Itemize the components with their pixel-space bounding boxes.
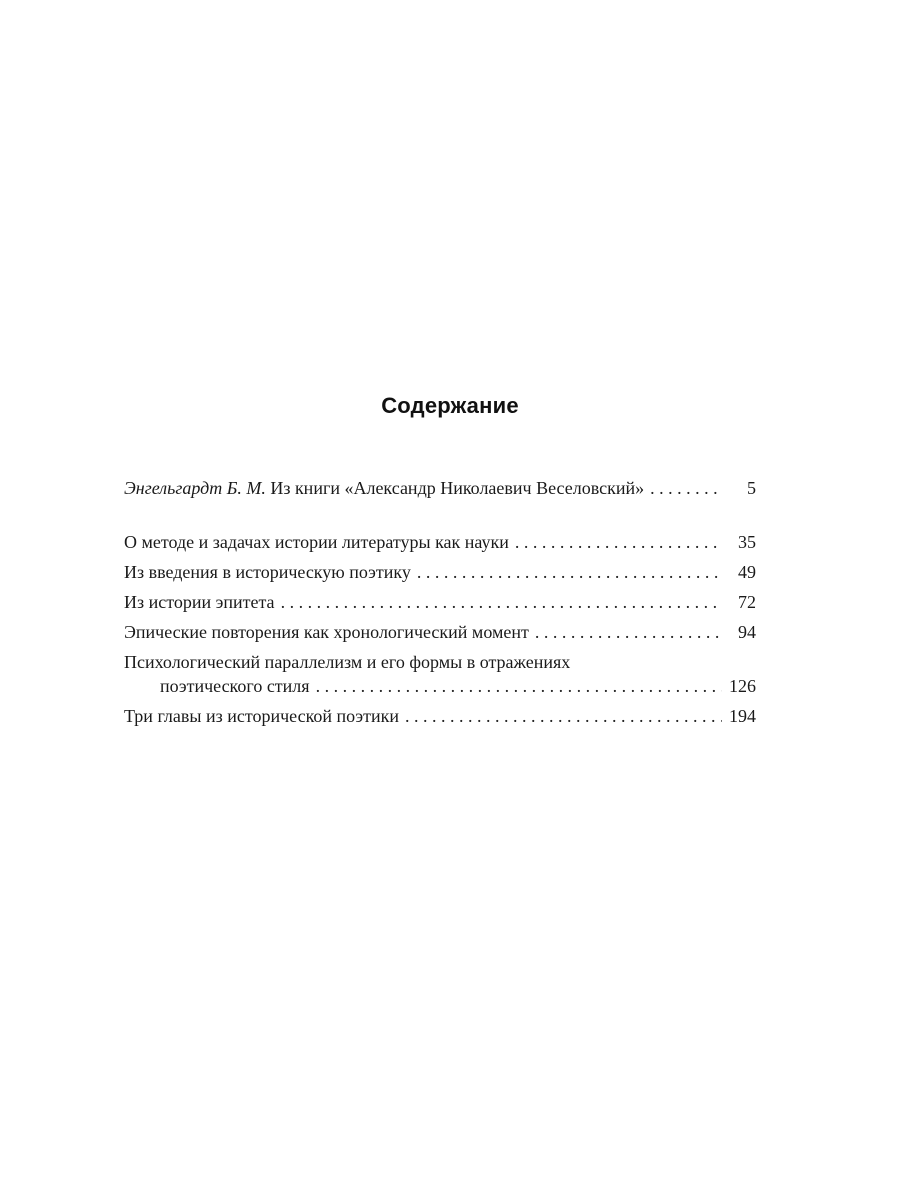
toc-entry-title-line1: Психологический параллелизм и его формы в отражениях (124, 652, 571, 672)
toc-page-number: 194 (729, 706, 756, 726)
page-title: Содержание (381, 393, 519, 418)
toc-entry-engelgardt[interactable] (124, 476, 756, 500)
toc-entry-title: Три главы из исторической поэтики (124, 706, 400, 726)
toc-page-number: 126 (729, 676, 756, 696)
toc-entry-title: Из введения в историческую поэтику (124, 562, 411, 582)
toc-entry-author: Энгельгардт Б. М. (124, 478, 266, 498)
toc-entry-title: Из книги «Александр Николаевич Веселовский» (270, 478, 645, 498)
toc-page-number: 5 (747, 478, 756, 498)
dot-leader (316, 674, 722, 698)
dot-leader (281, 590, 722, 614)
toc-entry-epic-repetitions[interactable] (124, 620, 756, 644)
toc-page-number: 49 (738, 562, 756, 582)
dot-leader (417, 560, 722, 584)
dot-leader (535, 620, 722, 644)
toc-page-number: 35 (738, 532, 756, 552)
toc-entry-title: Из истории эпитета (124, 592, 275, 612)
toc-page-number: 72 (738, 592, 756, 612)
toc-entry-text (124, 476, 644, 500)
toc-page-number: 94 (738, 622, 756, 642)
dot-leader (405, 704, 722, 728)
toc-entry-method[interactable] (124, 530, 756, 554)
dot-leader (515, 530, 722, 554)
dot-leader (650, 476, 722, 500)
toc-entry-three-chapters[interactable] (124, 704, 756, 728)
toc-entry-parallelism[interactable] (124, 650, 756, 698)
table-of-contents (124, 476, 756, 734)
toc-entry-title: О методе и задачах истории литературы как науки (124, 532, 509, 552)
toc-entry-title-line2: поэтического стиля (160, 676, 310, 696)
toc-entry-title: Эпические повторения как хронологический момент (124, 622, 529, 642)
toc-entry-epithet[interactable] (124, 590, 756, 614)
toc-entry-introduction[interactable] (124, 560, 756, 584)
